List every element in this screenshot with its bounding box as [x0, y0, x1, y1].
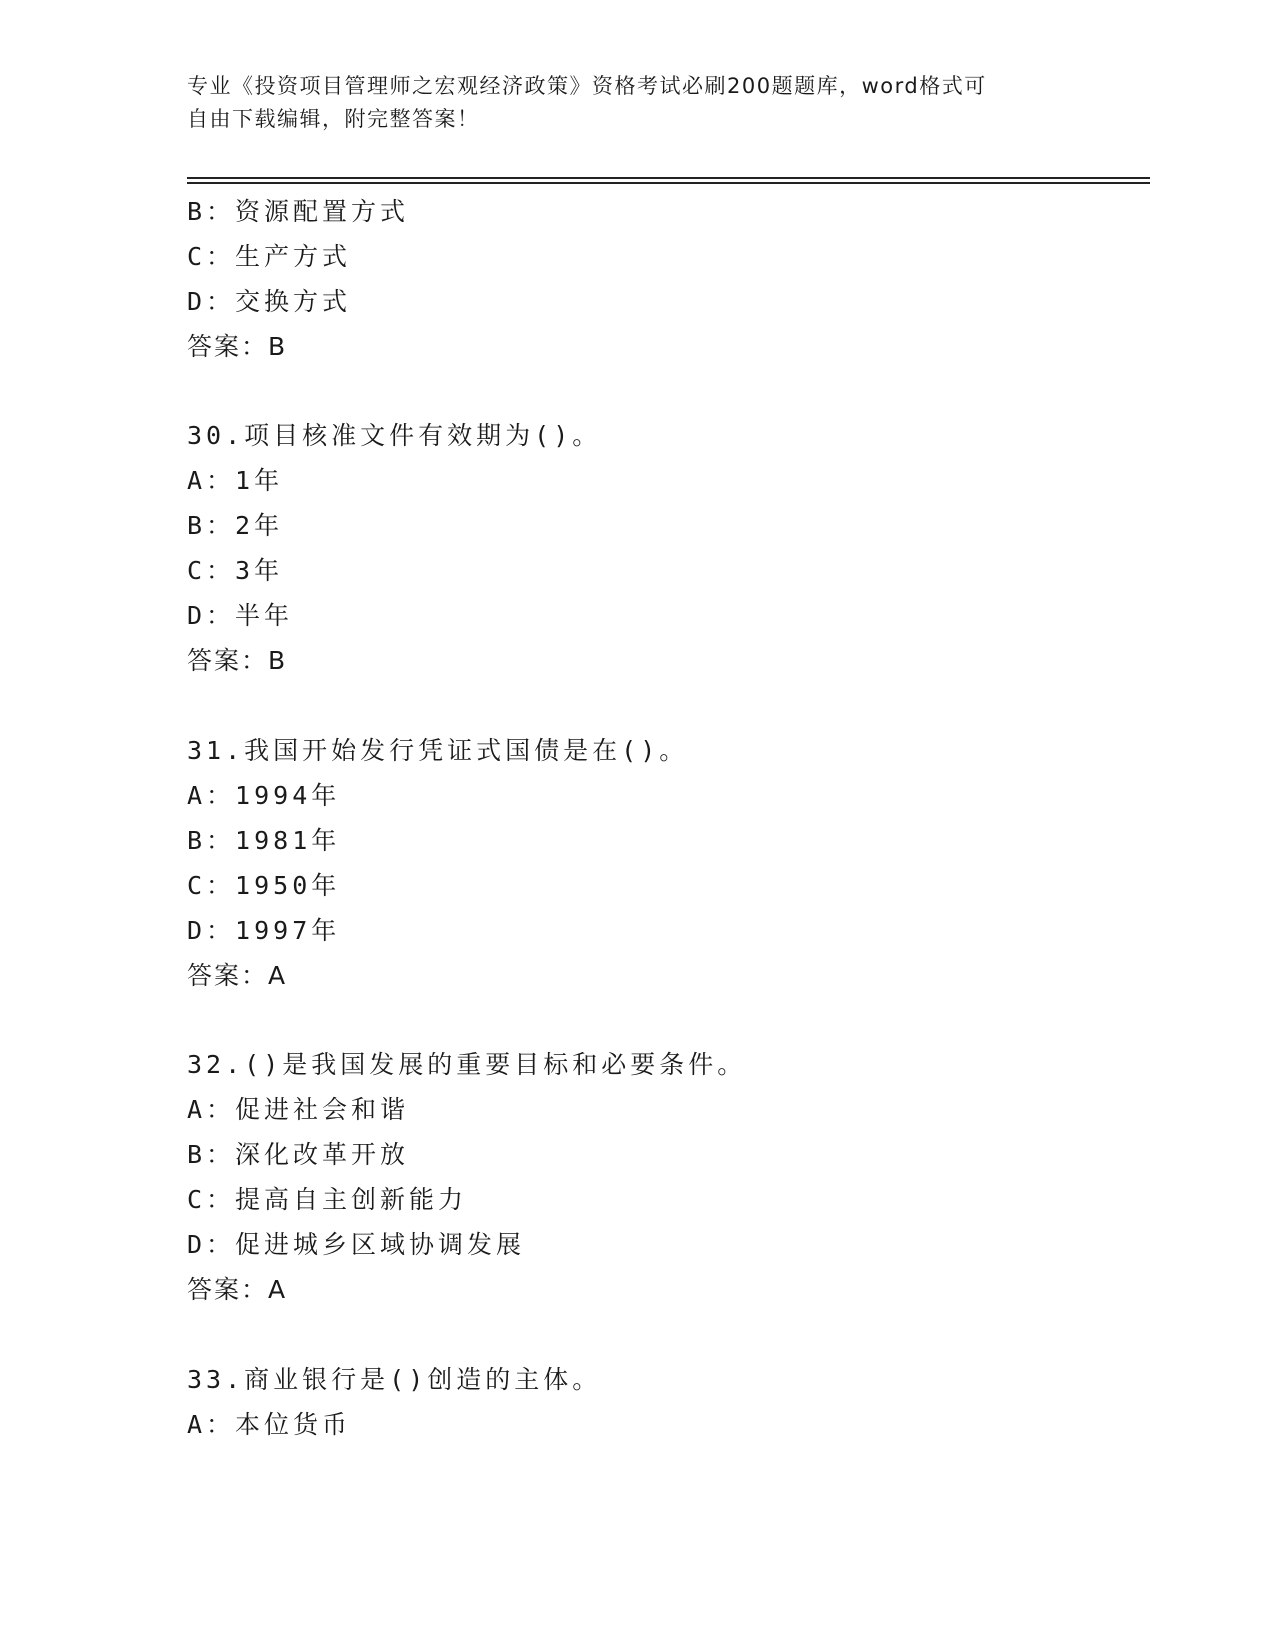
document-header [187, 70, 1087, 136]
header-divider-top [187, 177, 1150, 179]
option-line: A：促进社会和谐 [187, 1095, 410, 1124]
option-line: B：资源配置方式 [187, 197, 410, 226]
option-line: D：促进城乡区域协调发展 [187, 1230, 526, 1259]
option-line: C：生产方式 [187, 242, 352, 271]
option-line: C：1950年 [187, 871, 341, 900]
option-line: A：本位货币 [187, 1410, 352, 1439]
option-line: C：提高自主创新能力 [187, 1185, 468, 1214]
question-line: 31.我国开始发行凭证式国债是在()。 [187, 736, 689, 765]
option-line: A：1994年 [187, 781, 341, 810]
option-line: A：1年 [187, 466, 284, 495]
option-line: B：2年 [187, 511, 284, 540]
header-divider-bottom [187, 182, 1150, 184]
question-line: 30.项目核准文件有效期为()。 [187, 421, 602, 450]
option-line: B：深化改革开放 [187, 1140, 410, 1169]
answer-line: 答案：A [187, 1275, 288, 1304]
option-line: D：交换方式 [187, 287, 352, 316]
question-line: 33.商业银行是()创造的主体。 [187, 1365, 602, 1394]
option-line: B：1981年 [187, 826, 341, 855]
option-line: C：3年 [187, 556, 284, 585]
answer-line: 答案：B [187, 332, 288, 361]
option-line: D：1997年 [187, 916, 341, 945]
header-line-2: 自由下载编辑，附完整答案！ [187, 107, 480, 131]
answer-line: 答案：B [187, 646, 288, 675]
option-line: D：半年 [187, 601, 294, 630]
header-line-1: 专业《投资项目管理师之宏观经济政策》资格考试必刷200题题库，word格式可 [187, 74, 987, 98]
answer-line: 答案：A [187, 961, 288, 990]
question-line: 32.()是我国发展的重要目标和必要条件。 [187, 1050, 747, 1079]
